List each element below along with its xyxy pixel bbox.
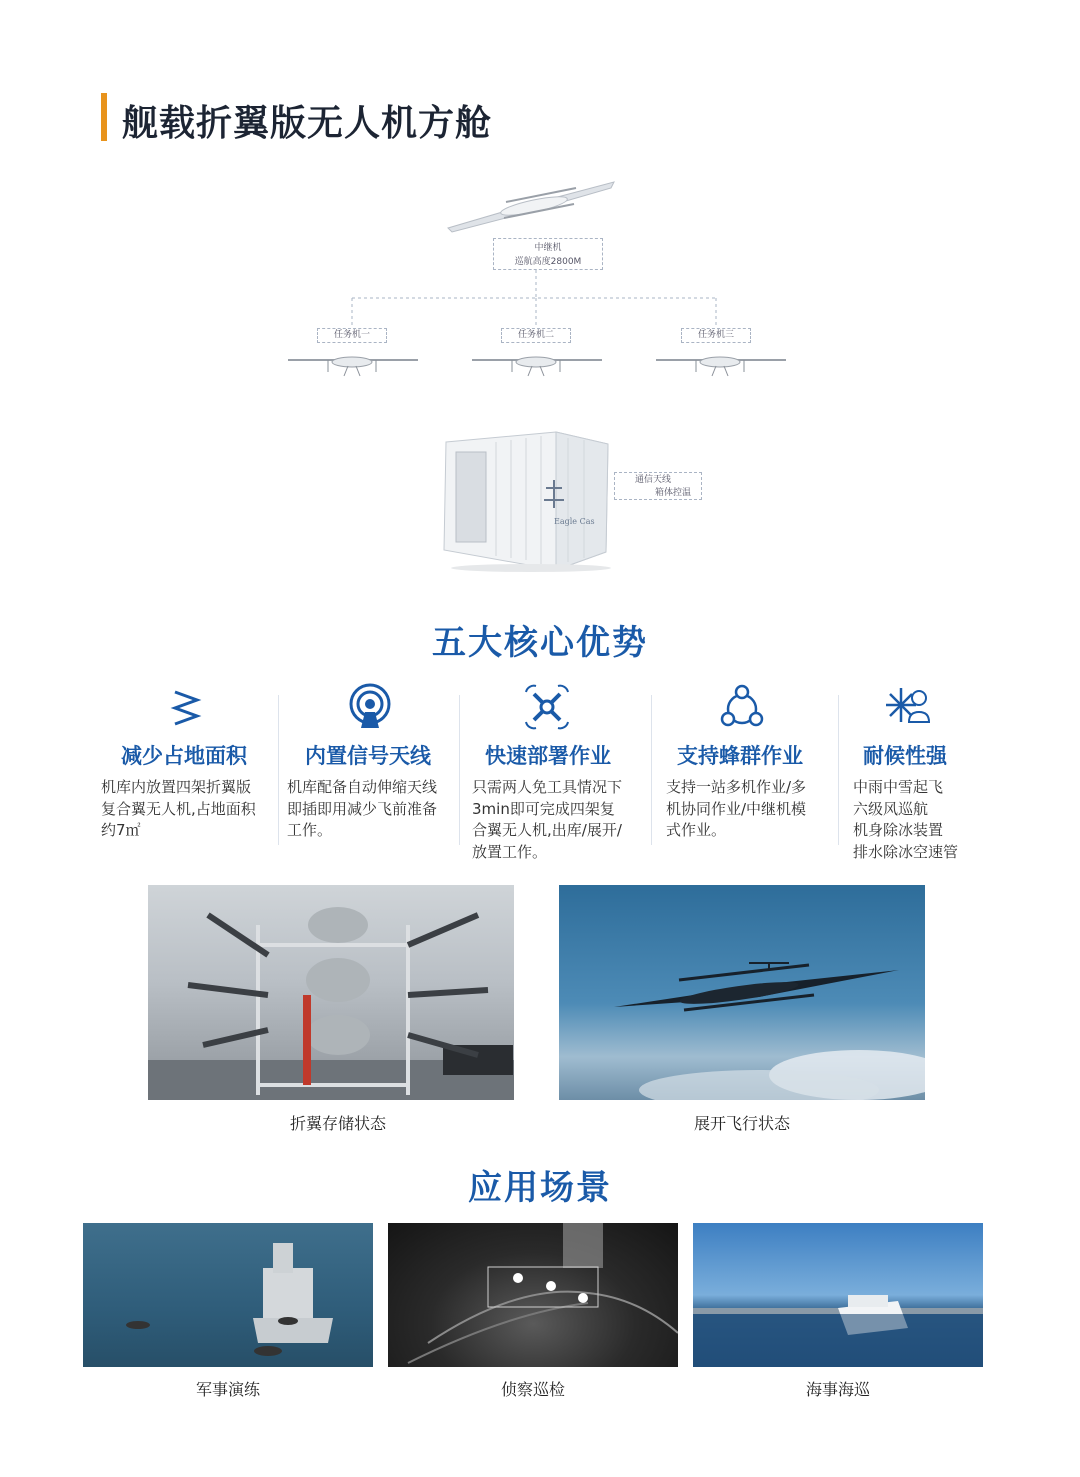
advantage-desc: [666, 777, 806, 842]
advantage-title: 减少占地面积: [121, 744, 247, 768]
desc-line: 六级风巡航: [853, 799, 929, 818]
flight-state-photo: [559, 885, 925, 1100]
task-label-1: 任务机一: [317, 328, 387, 343]
container-hangar-image: [436, 428, 614, 573]
page-title: 舰载折翼版无人机方舱: [122, 103, 493, 144]
divider: [459, 695, 460, 845]
task-drone-1-icon: [288, 348, 418, 378]
container-feature-tag: [614, 472, 702, 500]
advantage-desc: [853, 777, 958, 863]
desc-line: 机库配备自动伸缩天线: [287, 778, 438, 796]
warship-image: [83, 1223, 373, 1367]
divider: [651, 695, 652, 845]
desc-line: 3min即可完成四架复: [472, 799, 615, 818]
antenna-signal-icon: [345, 682, 395, 732]
maritime-patrol-caption: 海事海巡: [805, 1380, 870, 1399]
folded-wing-icon: [161, 682, 211, 732]
desc-line: 合翼无人机,出库/展开/: [472, 821, 622, 839]
weather-snow-icon: [883, 682, 933, 732]
military-exercise-caption: 军事演练: [195, 1380, 260, 1399]
desc-line: 机协同作业/中继机模: [666, 799, 807, 818]
antenna-feature-label: 通信天线: [635, 475, 672, 485]
desc-line: 即插即用减少飞前准备: [287, 799, 438, 818]
desc-line: 放置工作。: [472, 842, 548, 861]
quadcopter-icon: [522, 682, 572, 732]
advantage-title: 支持蜂群作业: [677, 744, 803, 768]
desc-line: 支持一站多机作业/多: [666, 778, 807, 796]
desc-line: 机库内放置四架折翼版: [101, 778, 252, 796]
relay-label: [493, 238, 603, 270]
advantage-title: 内置信号天线: [305, 744, 431, 768]
desc-line: 式作业。: [666, 821, 727, 839]
military-exercise-photo: [83, 1223, 373, 1367]
desc-line: 复合翼无人机,占地面积: [101, 799, 256, 818]
thermal-boats-image: [388, 1223, 678, 1367]
advantage-desc: [101, 777, 256, 842]
temperature-feature-label: 箱体控温: [655, 488, 692, 498]
flight-state-caption: 展开飞行状态: [693, 1114, 790, 1133]
desc-line: 约7㎡: [101, 821, 141, 839]
reconnaissance-photo: [388, 1223, 678, 1367]
divider: [278, 695, 279, 845]
title-accent-bar: [101, 93, 107, 141]
advantage-desc: [472, 777, 622, 863]
advantages-title: 五大核心优势: [432, 623, 648, 663]
flying-drone-image: [559, 885, 925, 1100]
relay-label-title: 中继机: [534, 243, 562, 253]
maritime-patrol-photo: [693, 1223, 983, 1367]
divider: [838, 695, 839, 845]
task-drone-2-icon: [472, 348, 602, 378]
applications-title: 应用场景: [468, 1168, 612, 1208]
desc-line: 机身除冰装置: [853, 821, 944, 839]
folded-state-caption: 折翼存储状态: [289, 1114, 386, 1133]
task-label-3: 任务机三: [681, 328, 751, 343]
folded-drones-rack-image: [148, 885, 514, 1100]
swarm-network-icon: [717, 682, 767, 732]
network-diagram: [280, 170, 800, 395]
reconnaissance-caption: 侦察巡检: [500, 1380, 565, 1399]
container-logo-text: Eagle Cas: [554, 517, 595, 526]
cruise-ship-image: [693, 1223, 983, 1367]
desc-line: 排水除冰空速管: [853, 842, 959, 861]
advantage-desc: [287, 777, 437, 842]
advantage-title: 耐候性强: [863, 744, 947, 768]
folded-storage-photo: [148, 885, 514, 1100]
desc-line: 中雨中雪起飞: [853, 778, 944, 796]
task-drone-3-icon: [656, 348, 786, 378]
relay-label-altitude: 巡航高度2800M: [514, 257, 582, 267]
task-label-2: 任务机二: [501, 328, 571, 343]
relay-drone-icon: [446, 178, 616, 233]
desc-line: 只需两人免工具情况下: [472, 778, 623, 796]
desc-line: 工作。: [287, 821, 333, 839]
advantage-title: 快速部署作业: [485, 744, 611, 768]
